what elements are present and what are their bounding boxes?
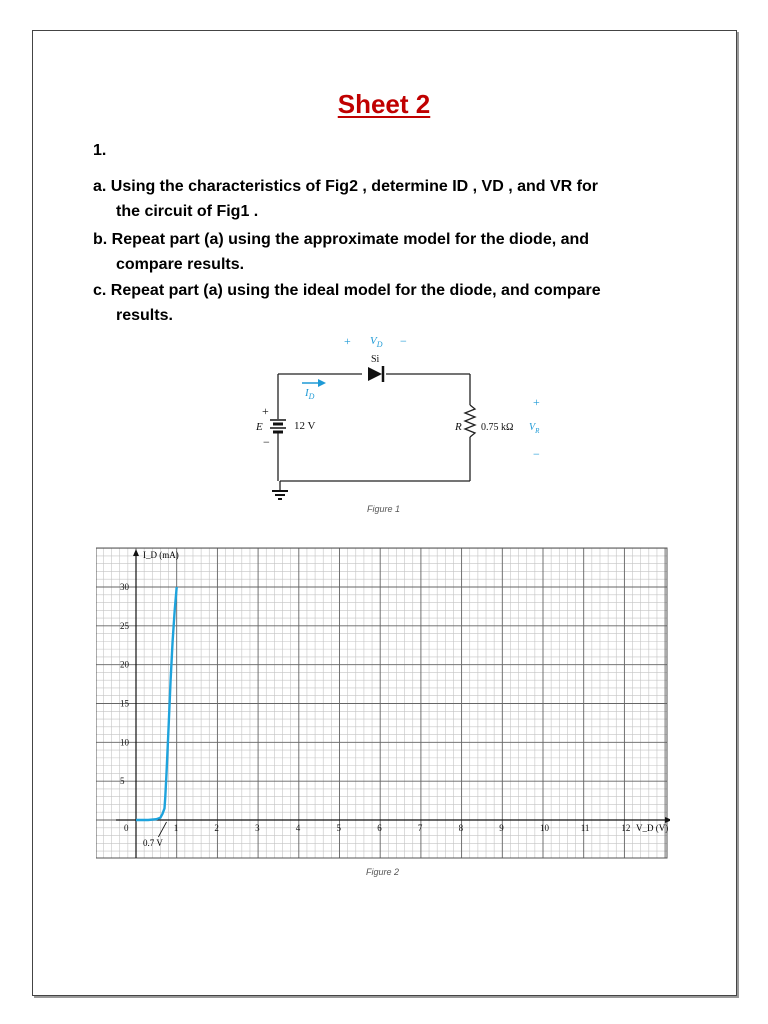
source-value: 12 V <box>294 420 316 432</box>
figure2-caption: Figure 2 <box>366 867 400 877</box>
y-tick-label: 5 <box>120 776 125 787</box>
x-tick-label: 1 <box>173 823 179 833</box>
vd-minus-sign: − <box>400 334 407 348</box>
part-a-line1: a. Using the characteristics of Fig2 , determine ID , VD , and VR for <box>93 178 599 195</box>
part-c-line2: results. <box>116 307 173 324</box>
x-tick-label: 0 <box>124 823 129 833</box>
question-number: 1. <box>93 142 107 159</box>
diode-icon <box>368 366 383 382</box>
resistor-name: R <box>455 421 462 433</box>
y-tick-label: 25 <box>120 620 129 631</box>
x-tick-label: 8 <box>458 823 464 833</box>
x-tick-label: 11 <box>580 823 590 833</box>
x-tick-label: 12 <box>621 823 631 833</box>
question-part-c <box>93 278 693 328</box>
diode-label: Si <box>371 354 380 365</box>
part-c-line1: c. Repeat part (a) using the ideal model for the diode, and compare <box>93 282 601 299</box>
id-label: $I_D$ <box>305 387 315 401</box>
x-tick-label: 2 <box>214 823 219 833</box>
y-tick-label: 15 <box>120 698 129 709</box>
x-tick-label: 10 <box>540 823 549 833</box>
x-tick-label: 7 <box>417 823 423 833</box>
grid-minor <box>96 548 667 858</box>
vr-minus-sign: − <box>533 447 540 461</box>
ground-icon <box>272 491 288 499</box>
figure1-caption: Figure 1 <box>367 504 401 514</box>
x-axis-label: V_D (V) <box>636 823 669 833</box>
y-tick-label: 20 <box>120 659 129 670</box>
source-minus-sign: − <box>263 435 270 449</box>
source-name: E <box>256 421 263 433</box>
vr-plus-sign: + <box>533 395 540 409</box>
sheet-title: Sheet 2 <box>337 89 431 119</box>
x-tick-label: 5 <box>336 823 341 833</box>
question-part-a <box>93 174 693 224</box>
y-tick-label: 30 <box>120 582 129 592</box>
resistor-value: 0.75 kΩ <box>481 422 514 433</box>
y-tick-label: 10 <box>120 737 129 748</box>
diode-characteristic-chart <box>96 546 670 862</box>
knee-voltage-label: 0.7 V <box>143 838 163 848</box>
question-part-b <box>93 227 693 277</box>
x-tick-label: 3 <box>255 823 260 833</box>
part-b-line1: b. Repeat part (a) using the approximate model for the diode, and <box>93 231 590 248</box>
x-tick-label: 4 <box>295 823 301 833</box>
source-plus-sign: + <box>262 404 269 418</box>
part-b-line2: compare results. <box>116 256 245 273</box>
battery-icon <box>270 420 286 432</box>
vd-plus-sign: + <box>344 334 351 348</box>
circuit-diagram <box>240 330 560 505</box>
x-tick-label: 9 <box>499 823 504 833</box>
vd-label: $V_D$ <box>370 335 383 349</box>
y-axis-label: I_D (mA) <box>143 550 179 560</box>
vr-label: $V_R$ <box>529 422 540 435</box>
current-arrow-icon <box>302 379 326 387</box>
x-tick-label: 6 <box>377 823 382 833</box>
part-a-line2: the circuit of Fig1 . <box>116 203 259 220</box>
